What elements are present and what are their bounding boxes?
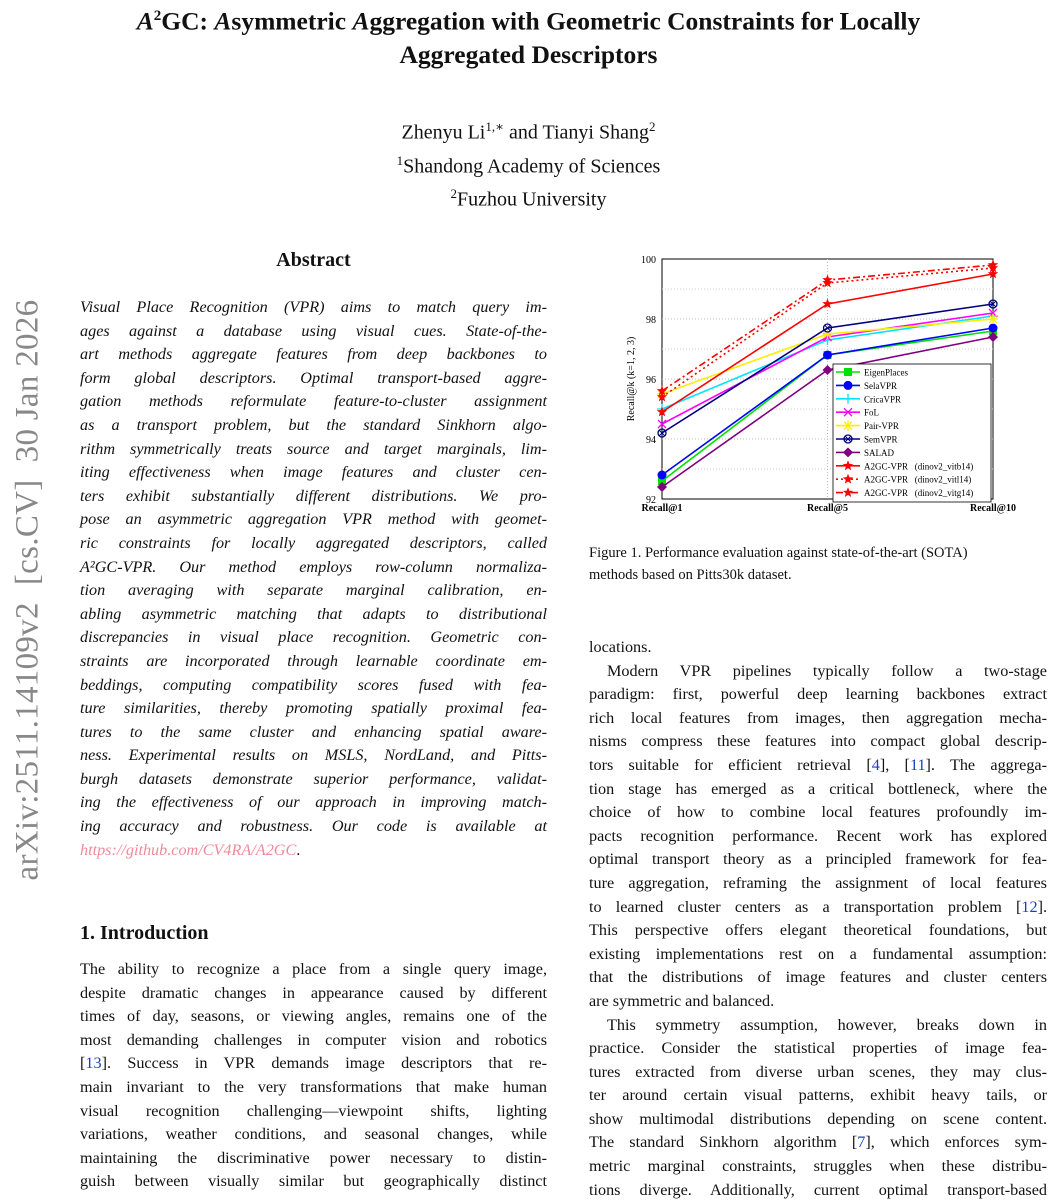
citation-link[interactable]: 12 (1021, 897, 1038, 916)
text-line: iting effectiveness when image features and cluster cen- (80, 463, 547, 482)
title-a2: A (352, 6, 370, 36)
text-line: tion stage has emerged as a critical bottleneck, where the (589, 779, 1047, 798)
affiliation-1 (0, 147, 1057, 181)
text-line: visual recognition challenging—viewpoint shifts, lighting (80, 1101, 547, 1120)
text-line: ture aggregation, reframing the assignment of local features (589, 873, 1047, 892)
affiliation-2 (0, 180, 1057, 214)
text-line: ages against a database using visual cues. State-of-the- (80, 321, 547, 340)
author-names (0, 113, 1057, 147)
asterisk-marker (843, 421, 853, 431)
author-2-sup: 2 (649, 119, 656, 134)
text-line: to learned cluster centers as a transportation problem [12]. (589, 897, 1047, 916)
recall-chart (600, 248, 1040, 528)
circle-marker (658, 471, 667, 480)
text-line: are symmetric and balanced. (589, 991, 775, 1010)
text-line: gation methods reformulate feature-to-cluster assignment (80, 392, 547, 411)
x-tick-label: Recall@5 (807, 503, 848, 514)
text-line: show multimodal distributions depending on scene content. (589, 1109, 1047, 1128)
text-line: ture similarities, thereby promoting spatially proximal fea- (80, 699, 547, 718)
x-tick-label: Recall@10 (970, 503, 1016, 514)
text-line: ness. Experimental results on MSLS, NordLand, and Pitts- (80, 746, 547, 765)
text-line: that the distributions of image features and cluster centers (589, 968, 1047, 987)
title-line-2: Aggregated Descriptors (399, 39, 658, 69)
legend-label: A2GC-VPR (dinov2_vitb14) (864, 461, 974, 472)
aff2-sup: 2 (450, 186, 458, 202)
text-line: locations. (589, 638, 652, 656)
abstract-link-line (80, 839, 547, 863)
code-link[interactable]: https://github.com/CV4RA/A2GC (80, 840, 297, 859)
paper-title (0, 0, 1057, 71)
square-marker (844, 368, 852, 376)
text-line: as a transport problem, but the standard Sinkhorn algo- (80, 415, 547, 434)
text-line: paradigm: first, powerful deep learning backbones extract (589, 685, 1047, 704)
text-line: discrepancies in visual place recognition. Geometric con- (80, 628, 547, 647)
legend-label: A2GC-VPR (dinov2_vitg14) (864, 488, 974, 499)
abstract-heading: Abstract (276, 249, 351, 271)
text-line: pose an asymmetric aggregation VPR method with geomet- (80, 510, 547, 529)
text-line: rithm symmetrically treats source and target marginals, lim- (80, 439, 547, 458)
title-line-1 (0, 0, 1057, 38)
author-1: Zhenyu Li (401, 121, 486, 144)
link-tail: . (296, 840, 301, 859)
arxiv-stamp: arXiv:2511.14109v2 [cs.CV] 30 Jan 2026 (9, 299, 46, 881)
text-line: metric marginal constraints, struggles when these distribu- (589, 1157, 1047, 1176)
circle-marker (989, 324, 998, 333)
circle-marker (823, 351, 832, 360)
text-line: optimal transport theory as a principled framework for fea- (589, 850, 1047, 869)
text-line: Modern VPR pipelines typically follow a two-stage (607, 661, 1047, 680)
text-line: pacts recognition performance. Recent work has explored (589, 826, 1047, 845)
text-line: burgh datasets demonstrate superior performance, validat- (80, 769, 547, 788)
text-line: tors suitable for efficient retrieval [4], [11]. The aggrega- (589, 755, 1047, 774)
text-line: tion averaging with separate marginal calibration, en- (80, 581, 547, 600)
title-mid: symmetric (231, 6, 353, 36)
circle-marker (844, 381, 853, 390)
text-line: tures to the same cluster and enhancing spatial aware- (80, 722, 547, 741)
text-line: nisms compress these features into compact global descrip- (589, 732, 1047, 751)
y-tick-label: 96 (646, 375, 656, 386)
title-end: ggregation with Geometric Constraints for Locally (369, 6, 921, 36)
legend-label: A2GC-VPR (dinov2_vitl14) (864, 474, 972, 485)
text-line: variations, weather conditions, and seasonal changes, while (80, 1125, 547, 1144)
legend-label: FoL (864, 407, 880, 418)
title-gc: GC: (161, 6, 215, 36)
text-line: practice. Consider the statistical properties of image fea- (589, 1039, 1047, 1058)
y-tick-label: 98 (646, 315, 656, 326)
intro-right-column (589, 636, 1047, 1202)
x-tick-label: Recall@1 (641, 503, 683, 514)
text-line: choice of how to combine local features profoundly im- (589, 803, 1047, 822)
legend-label: SelaVPR (864, 380, 898, 391)
text-line: The ability to recognize a place from a single query image, (80, 960, 547, 978)
legend-entry (836, 368, 908, 378)
text-line: abling asymmetric matching that adapts to distributional (80, 604, 547, 623)
text-line: rich local features from images, then aggregation mecha- (589, 708, 1047, 727)
title-sup: 2 (153, 8, 162, 24)
text-line: ing the effectiveness of our approach in improving match- (80, 793, 547, 812)
text-line: maintaining the discriminative power necessary to distin- (80, 1148, 547, 1167)
legend-label: SALAD (864, 447, 895, 458)
y-axis-label: Recall@k (k=1, 2, 3) (626, 336, 637, 422)
text-line: ters exhibit substantially different distributions. We pro- (80, 486, 547, 505)
intro-left-column (80, 958, 547, 1194)
text-line: The standard Sinkhorn algorithm [7], which enforces sym- (589, 1133, 1047, 1152)
y-tick-label: 100 (641, 255, 656, 266)
title-a: A (136, 6, 154, 36)
aff2-text: Fuzhou University (457, 188, 607, 211)
text-line: art methods aggregate features from deep backbones to (80, 345, 547, 364)
text-line: tures extracted from diverse urban scenes, they may clus- (589, 1062, 1047, 1081)
y-tick-label: 94 (646, 435, 656, 446)
text-line: beddings, computing compatibility scores fused with fea- (80, 675, 547, 694)
citation-link[interactable]: 4 (871, 755, 880, 774)
text-line: ric constraints for locally aggregated descriptors, called (80, 533, 547, 552)
citation-link[interactable]: 11 (909, 755, 926, 774)
chart-svg (600, 248, 1040, 523)
text-line: ing accuracy and robustness. Our code is available at (80, 817, 547, 836)
citation-link[interactable]: 7 (857, 1133, 866, 1152)
text-line: existing implementations rest on a fundamental assumption: (589, 944, 1047, 963)
author-1-sup: 1,∗ (485, 119, 504, 134)
aff1-sup: 1 (396, 152, 404, 168)
authors-block (0, 113, 1057, 214)
text-line: This symmetry assumption, however, breaks down in (607, 1015, 1047, 1034)
caption-line-1: Figure 1. Performance evaluation against state-of-the-art (SOTA) (589, 545, 968, 561)
citation-link[interactable]: 13 (85, 1054, 102, 1073)
author-2: and Tianyi Shang (503, 121, 649, 144)
legend-label: CricaVPR (864, 394, 901, 405)
text-line: despite dramatic changes in appearance caused by different (80, 983, 547, 1002)
title-a1: A (214, 6, 232, 36)
text-line: straints are incorporated through learnable coordinate em- (80, 651, 547, 670)
text-line: [13]. Success in VPR demands image descriptors that re- (80, 1054, 547, 1073)
text-line: A²GC-VPR. Our method employs row-column normaliza- (80, 557, 547, 576)
legend-label: SemVPR (864, 434, 898, 445)
aff1-text: Shandong Academy of Sciences (403, 155, 661, 178)
legend-label: EigenPlaces (864, 367, 908, 378)
text-line: tions diverge. Additionally, current optimal transport-based (589, 1180, 1047, 1199)
text-line: main invariant to the very transformations that make human (80, 1077, 547, 1096)
caption-line-2: methods based on Pitts30k dataset. (589, 567, 792, 583)
introduction-heading: 1. Introduction (80, 922, 209, 944)
text-line: guish between visually similar but geographically distinct (80, 1172, 547, 1191)
legend-label: Pair-VPR (864, 421, 899, 432)
figure-caption (589, 542, 1047, 586)
abstract-body (80, 296, 547, 862)
text-line: Visual Place Recognition (VPR) aims to match query im- (80, 298, 547, 316)
text-line: This perspective offers elegant theoretical foundations, but (589, 921, 1047, 940)
text-line: most demanding challenges in computer vision and robotics (80, 1030, 547, 1049)
asterisk-marker (988, 314, 998, 324)
y-tick-label: 92 (646, 495, 656, 506)
text-line: ter around certain visual patterns, exhibit heavy tails, or (589, 1086, 1047, 1105)
text-line: form global descriptors. Optimal transport-based aggre- (80, 368, 547, 387)
text-line: times of day, seasons, or viewing angles, remains one of the (80, 1007, 547, 1026)
